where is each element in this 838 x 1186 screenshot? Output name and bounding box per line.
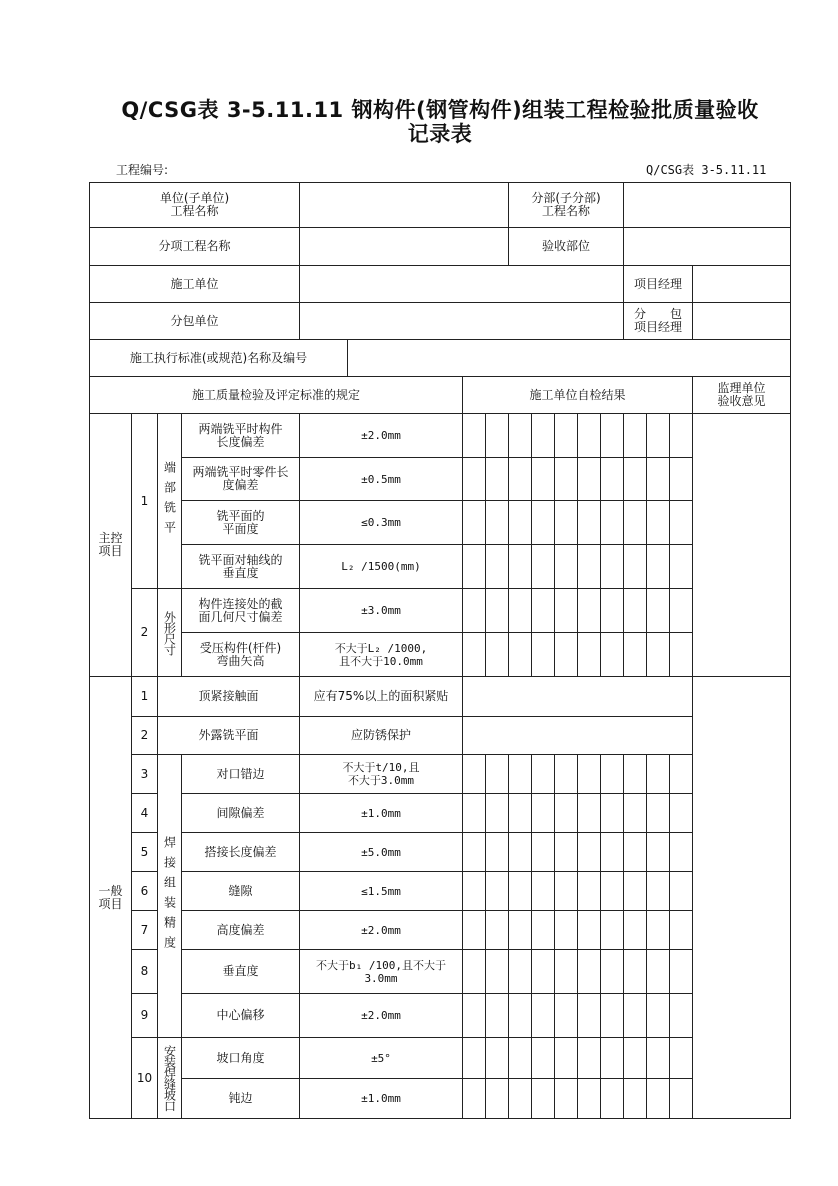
item-number: 3	[132, 755, 158, 794]
self-check-cell[interactable]	[670, 458, 693, 501]
self-check-cell[interactable]	[486, 545, 509, 589]
self-check-cell[interactable]	[555, 950, 578, 994]
self-check-cell[interactable]	[486, 589, 509, 633]
item-standard: ±5.0mm	[300, 833, 463, 872]
self-check-cell[interactable]	[486, 994, 509, 1038]
self-check-cell[interactable]	[624, 414, 647, 458]
item-standard: 不大于t/10,且 不大于3.0mm	[300, 755, 463, 794]
self-check-cell[interactable]	[463, 414, 486, 458]
self-check-cell[interactable]	[509, 755, 532, 794]
self-check-cell[interactable]	[670, 950, 693, 994]
category-label: 焊接组装精度	[158, 755, 182, 1038]
self-check-cell[interactable]	[601, 1079, 624, 1119]
acceptance-part-field[interactable]	[624, 228, 791, 266]
item-standard: ±1.0mm	[300, 794, 463, 833]
self-check-cell[interactable]	[463, 501, 486, 545]
item-number: 8	[132, 950, 158, 994]
self-check-cell[interactable]	[624, 589, 647, 633]
self-check-cell[interactable]	[624, 911, 647, 950]
self-check-cell[interactable]	[647, 755, 670, 794]
self-check-cell[interactable]	[486, 1038, 509, 1079]
self-check-cell[interactable]	[509, 872, 532, 911]
self-check-cell[interactable]	[486, 950, 509, 994]
inspection-record-table	[89, 182, 791, 1119]
self-check-cell[interactable]	[670, 994, 693, 1038]
self-check-cell[interactable]	[463, 633, 486, 677]
item-standard: ±3.0mm	[300, 589, 463, 633]
unit-name-label: 单位(子单位) 工程名称	[90, 183, 300, 228]
item-name: 垂直度	[182, 950, 300, 994]
self-check-cell[interactable]	[486, 1079, 509, 1119]
self-check-cell[interactable]	[555, 545, 578, 589]
self-check-cell[interactable]	[647, 994, 670, 1038]
item-number: 9	[132, 994, 158, 1038]
self-check-cell[interactable]	[601, 950, 624, 994]
self-check-cell[interactable]	[601, 589, 624, 633]
self-check-cell[interactable]	[578, 458, 601, 501]
item-name: 缝隙	[182, 872, 300, 911]
item-name: 外露铣平面	[158, 717, 300, 755]
self-check-cell[interactable]	[555, 872, 578, 911]
self-check-cell[interactable]	[578, 833, 601, 872]
item-name: 间隙偏差	[182, 794, 300, 833]
self-check-cell[interactable]	[647, 633, 670, 677]
item-name: 铣平面的 平面度	[182, 501, 300, 545]
item-standard: L₂ /1500(mm)	[300, 545, 463, 589]
self-check-cell[interactable]	[463, 589, 486, 633]
subcontract-unit-label: 分包单位	[90, 303, 300, 340]
self-check-cell[interactable]	[463, 458, 486, 501]
self-check-cell[interactable]	[509, 1079, 532, 1119]
sub-division-label: 分部(子分部) 工程名称	[509, 183, 624, 228]
self-check-cell[interactable]	[624, 633, 647, 677]
item-name: 高度偏差	[182, 911, 300, 950]
self-check-cell[interactable]	[647, 1079, 670, 1119]
self-check-cell[interactable]	[670, 833, 693, 872]
self-check-cell[interactable]	[509, 794, 532, 833]
item-number: 2	[132, 717, 158, 755]
self-check-cell[interactable]	[532, 589, 555, 633]
self-check-cell[interactable]	[532, 755, 555, 794]
self-check-cell[interactable]	[463, 950, 486, 994]
subcontract-unit-field[interactable]	[300, 303, 624, 340]
self-check-cell[interactable]	[670, 1038, 693, 1079]
self-check-cell[interactable]	[509, 545, 532, 589]
self-check-cell[interactable]	[532, 994, 555, 1038]
item-number: 1	[132, 414, 158, 589]
self-check-cell[interactable]	[670, 545, 693, 589]
self-check-cell[interactable]	[486, 458, 509, 501]
self-check-header: 施工单位自检结果	[463, 377, 693, 414]
self-check-cell[interactable]	[532, 872, 555, 911]
self-check-cell[interactable]	[532, 633, 555, 677]
self-check-cell[interactable]	[601, 872, 624, 911]
item-name: 中心偏移	[182, 994, 300, 1038]
self-check-cell[interactable]	[532, 501, 555, 545]
sub-division-field[interactable]	[624, 183, 791, 228]
title-line-2: 记录表	[407, 122, 473, 146]
self-check-cell[interactable]	[670, 794, 693, 833]
self-check-cell[interactable]	[463, 755, 486, 794]
item-number: 1	[132, 677, 158, 717]
construction-unit-field[interactable]	[300, 266, 624, 303]
self-check-cell[interactable]	[463, 1079, 486, 1119]
self-check-cell[interactable]	[624, 833, 647, 872]
self-check-cell[interactable]	[555, 633, 578, 677]
self-check-cell[interactable]	[647, 545, 670, 589]
self-check-cell[interactable]	[578, 589, 601, 633]
self-check-cell[interactable]	[509, 1038, 532, 1079]
item-name-label: 分项工程名称	[90, 228, 300, 266]
self-check-cell[interactable]	[670, 755, 693, 794]
self-check-cell[interactable]	[601, 794, 624, 833]
self-check-cell[interactable]	[601, 414, 624, 458]
supervisor-header: 监理单位 验收意见	[693, 377, 791, 414]
self-check-cell[interactable]	[555, 1038, 578, 1079]
self-check-cell[interactable]	[624, 872, 647, 911]
item-number: 7	[132, 911, 158, 950]
self-check-cell[interactable]	[509, 458, 532, 501]
self-check-cell[interactable]	[578, 994, 601, 1038]
self-check-cell[interactable]	[670, 911, 693, 950]
self-check-cell[interactable]	[601, 1038, 624, 1079]
self-check-cell[interactable]	[624, 458, 647, 501]
self-check-cell[interactable]	[509, 833, 532, 872]
spec-header: 施工质量检验及评定标准的规定	[90, 377, 463, 414]
self-check-cell[interactable]	[555, 994, 578, 1038]
self-check-cell[interactable]	[509, 911, 532, 950]
item-standard: ±0.5mm	[300, 458, 463, 501]
construction-unit-label: 施工单位	[90, 266, 300, 303]
self-check-cell[interactable]	[532, 414, 555, 458]
self-check-cell[interactable]	[601, 501, 624, 545]
self-check-cell[interactable]	[555, 911, 578, 950]
project-manager-label: 项目经理	[624, 266, 693, 303]
form-code: Q/CSG表 3-5.11.11	[646, 163, 767, 177]
self-check-cell[interactable]	[509, 633, 532, 677]
self-check-cell[interactable]	[647, 501, 670, 545]
self-check-cell[interactable]	[670, 1079, 693, 1119]
self-check-cell[interactable]	[624, 545, 647, 589]
self-check-cell[interactable]	[532, 911, 555, 950]
standard-field[interactable]	[348, 340, 791, 377]
self-check-cell[interactable]	[532, 833, 555, 872]
self-check-cell[interactable]	[532, 1038, 555, 1079]
self-check-cell[interactable]	[601, 994, 624, 1038]
acceptance-part-label: 验收部位	[509, 228, 624, 266]
self-check-cell[interactable]	[624, 1038, 647, 1079]
self-check-cell[interactable]	[486, 794, 509, 833]
item-name: 钝边	[182, 1079, 300, 1119]
item-standard: ±2.0mm	[300, 994, 463, 1038]
unit-name-field[interactable]	[300, 183, 509, 228]
item-name: 铣平面对轴线的 垂直度	[182, 545, 300, 589]
self-check-cell[interactable]	[555, 833, 578, 872]
self-check-cell[interactable]	[601, 911, 624, 950]
self-check-cell[interactable]	[463, 994, 486, 1038]
self-check-cell[interactable]	[555, 414, 578, 458]
self-check-cell[interactable]	[578, 545, 601, 589]
item-standard: 应防锈保护	[300, 717, 463, 755]
item-name: 顶紧接触面	[158, 677, 300, 717]
self-check-cell[interactable]	[601, 458, 624, 501]
self-check-cell[interactable]	[670, 589, 693, 633]
category-label: 安装焊缝坡口	[158, 1038, 182, 1119]
supervisor-opinion-main[interactable]	[693, 414, 791, 677]
self-check-cell[interactable]	[601, 755, 624, 794]
item-number: 10	[132, 1038, 158, 1119]
self-check-cell[interactable]	[509, 589, 532, 633]
item-name: 坡口角度	[182, 1038, 300, 1079]
self-check-result[interactable]	[463, 717, 693, 755]
self-check-cell[interactable]	[509, 950, 532, 994]
self-check-cell[interactable]	[463, 911, 486, 950]
subcontract-manager-label: 分 包 项目经理	[624, 303, 693, 340]
self-check-cell[interactable]	[486, 755, 509, 794]
self-check-cell[interactable]	[647, 872, 670, 911]
item-standard: ±1.0mm	[300, 1079, 463, 1119]
self-check-cell[interactable]	[624, 950, 647, 994]
item-name: 受压构件(杆件) 弯曲矢高	[182, 633, 300, 677]
main-control-label: 主控 项目	[90, 414, 132, 677]
self-check-cell[interactable]	[578, 414, 601, 458]
item-standard: ±2.0mm	[300, 911, 463, 950]
self-check-cell[interactable]	[647, 950, 670, 994]
category-label: 外形尺寸	[158, 589, 182, 677]
self-check-cell[interactable]	[509, 994, 532, 1038]
self-check-cell[interactable]	[463, 545, 486, 589]
item-name-field[interactable]	[300, 228, 509, 266]
project-number-label: 工程编号:	[116, 163, 169, 177]
self-check-cell[interactable]	[647, 414, 670, 458]
self-check-cell[interactable]	[532, 794, 555, 833]
self-check-cell[interactable]	[509, 414, 532, 458]
self-check-cell[interactable]	[647, 589, 670, 633]
self-check-cell[interactable]	[624, 755, 647, 794]
self-check-cell[interactable]	[486, 872, 509, 911]
self-check-cell[interactable]	[670, 633, 693, 677]
self-check-cell[interactable]	[486, 414, 509, 458]
self-check-cell[interactable]	[486, 633, 509, 677]
self-check-cell[interactable]	[670, 872, 693, 911]
item-name: 对口错边	[182, 755, 300, 794]
self-check-cell[interactable]	[555, 755, 578, 794]
item-number: 4	[132, 794, 158, 833]
self-check-cell[interactable]	[647, 833, 670, 872]
self-check-cell[interactable]	[647, 794, 670, 833]
item-number: 6	[132, 872, 158, 911]
item-standard: ±5°	[300, 1038, 463, 1079]
general-label: 一般 项目	[90, 677, 132, 1119]
self-check-cell[interactable]	[463, 1038, 486, 1079]
self-check-cell[interactable]	[624, 794, 647, 833]
self-check-cell[interactable]	[578, 1079, 601, 1119]
self-check-cell[interactable]	[670, 414, 693, 458]
self-check-cell[interactable]	[463, 833, 486, 872]
self-check-cell[interactable]	[463, 794, 486, 833]
self-check-cell[interactable]	[647, 458, 670, 501]
item-name: 搭接长度偏差	[182, 833, 300, 872]
self-check-cell[interactable]	[578, 1038, 601, 1079]
self-check-cell[interactable]	[532, 458, 555, 501]
self-check-cell[interactable]	[532, 1079, 555, 1119]
item-standard: ±2.0mm	[300, 414, 463, 458]
item-number: 2	[132, 589, 158, 677]
self-check-cell[interactable]	[486, 501, 509, 545]
self-check-cell[interactable]	[601, 833, 624, 872]
self-check-cell[interactable]	[486, 911, 509, 950]
category-label: 端部铣平	[158, 414, 182, 589]
self-check-cell[interactable]	[555, 794, 578, 833]
self-check-cell[interactable]	[601, 545, 624, 589]
self-check-cell[interactable]	[555, 501, 578, 545]
self-check-cell[interactable]	[463, 872, 486, 911]
self-check-cell[interactable]	[509, 501, 532, 545]
self-check-cell[interactable]	[578, 911, 601, 950]
self-check-cell[interactable]	[624, 1079, 647, 1119]
self-check-cell[interactable]	[647, 911, 670, 950]
self-check-cell[interactable]	[670, 501, 693, 545]
item-standard: 不大于L₂ /1000, 且不大于10.0mm	[300, 633, 463, 677]
self-check-cell[interactable]	[486, 833, 509, 872]
project-manager-field[interactable]	[693, 266, 791, 303]
item-standard: ≤1.5mm	[300, 872, 463, 911]
self-check-cell[interactable]	[601, 633, 624, 677]
self-check-cell[interactable]	[555, 589, 578, 633]
self-check-cell[interactable]	[578, 950, 601, 994]
page-title	[0, 98, 838, 146]
item-standard: 不大于b₁ /100,且不大于 3.0mm	[300, 950, 463, 994]
supervisor-opinion-general[interactable]	[693, 677, 791, 1119]
self-check-cell[interactable]	[624, 994, 647, 1038]
self-check-result[interactable]	[463, 677, 693, 717]
item-standard: ≤0.3mm	[300, 501, 463, 545]
item-standard: 应有75%以上的面积紧贴	[300, 677, 463, 717]
item-name: 两端铣平时构件 长度偏差	[182, 414, 300, 458]
item-name: 两端铣平时零件长 度偏差	[182, 458, 300, 501]
title-line-1: Q/CSG表 3-5.11.11 钢构件(钢管构件)组装工程检验批质量验收	[121, 98, 759, 122]
self-check-cell[interactable]	[555, 1079, 578, 1119]
subcontract-manager-field[interactable]	[693, 303, 791, 340]
item-number: 5	[132, 833, 158, 872]
self-check-cell[interactable]	[578, 794, 601, 833]
self-check-cell[interactable]	[647, 1038, 670, 1079]
item-name: 构件连接处的截 面几何尺寸偏差	[182, 589, 300, 633]
self-check-cell[interactable]	[578, 501, 601, 545]
self-check-cell[interactable]	[532, 545, 555, 589]
standard-label: 施工执行标准(或规范)名称及编号	[90, 340, 348, 377]
self-check-cell[interactable]	[624, 501, 647, 545]
self-check-cell[interactable]	[555, 458, 578, 501]
self-check-cell[interactable]	[532, 950, 555, 994]
self-check-cell[interactable]	[578, 633, 601, 677]
self-check-cell[interactable]	[578, 755, 601, 794]
self-check-cell[interactable]	[578, 872, 601, 911]
